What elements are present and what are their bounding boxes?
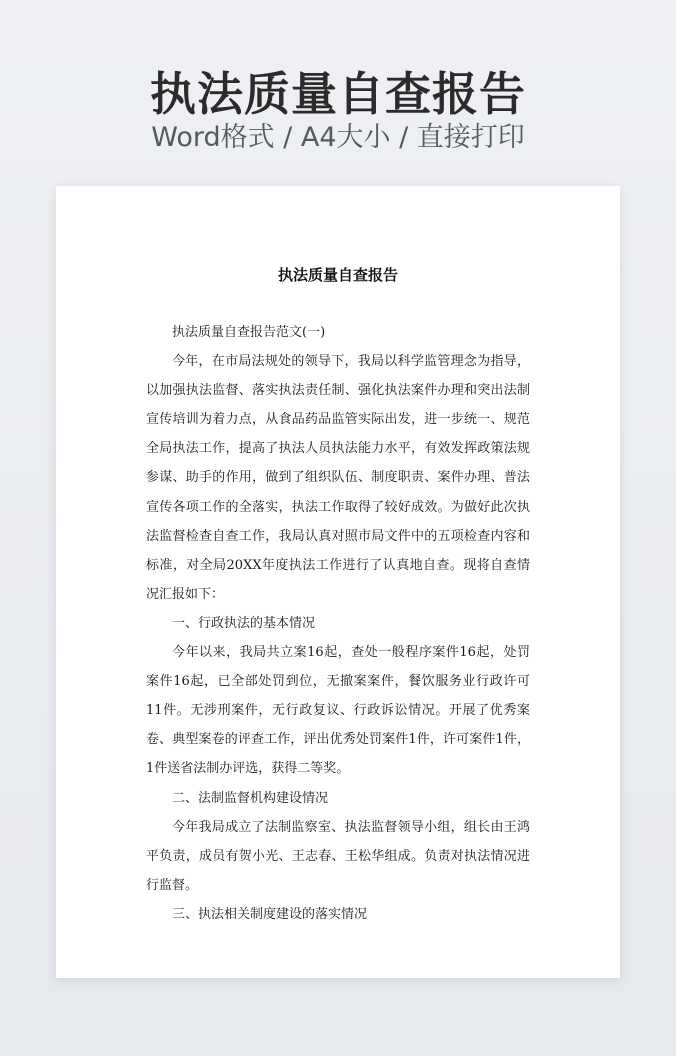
- doc-subheading: 执法质量自查报告范文(一): [172, 325, 326, 340]
- doc-paragraph: 今年，在市局法规处的领导下，我局以科学监管理念为指导，以加强执法监督、落实执法责任制、强化执法案件办理和突出法制宣传培训为着力点，从食品药品监管实际出发，进一步统一、规范全局执法工作，提高了执法人员执法能力水平，有效发挥政策法规参谋、助手的作用，做到了组织队伍、制度职责、案件办理、普法宣传各项工作的全落实，执法工作取得了较好成效。为做好此次执法监督检查自查工作，我局认真对照市局文件中的五项检查内容和标准，对全局20XX年度执法工作进行了认真地自查。现将自查情况汇报如下：: [146, 354, 530, 602]
- document-body: [146, 318, 530, 929]
- doc-paragraph: 今年我局成立了法制监察室、执法监督领导小组，组长由王鸿平负责，成员有贺小光、王志春、王松华组成。负责对执法情况进行监督。: [146, 819, 530, 893]
- banner-subtitle: Word格式 / A4大小 / 直接打印: [151, 122, 525, 153]
- doc-paragraph: 今年以来，我局共立案16起，查处一般程序案件16起，处罚案件16起，已全部处罚到位，无撤案案件，餐饮服务业行政许可11件。无涉刑案件，无行政复议、行政诉讼情况。开展了优秀案卷、典型案卷的评查工作，评出优秀处罚案件1件，许可案件1件，1件送省法制办评选，获得二等奖。: [146, 645, 530, 777]
- section-heading: 三、执法相关制度建设的落实情况: [172, 906, 368, 922]
- banner-title: 执法质量自查报告: [150, 67, 526, 121]
- document-title: 执法质量自查报告: [277, 266, 398, 284]
- document-page: [56, 186, 620, 978]
- section-heading: 一、行政执法的基本情况: [172, 615, 316, 631]
- section-heading: 二、法制监督机构建设情况: [172, 790, 329, 806]
